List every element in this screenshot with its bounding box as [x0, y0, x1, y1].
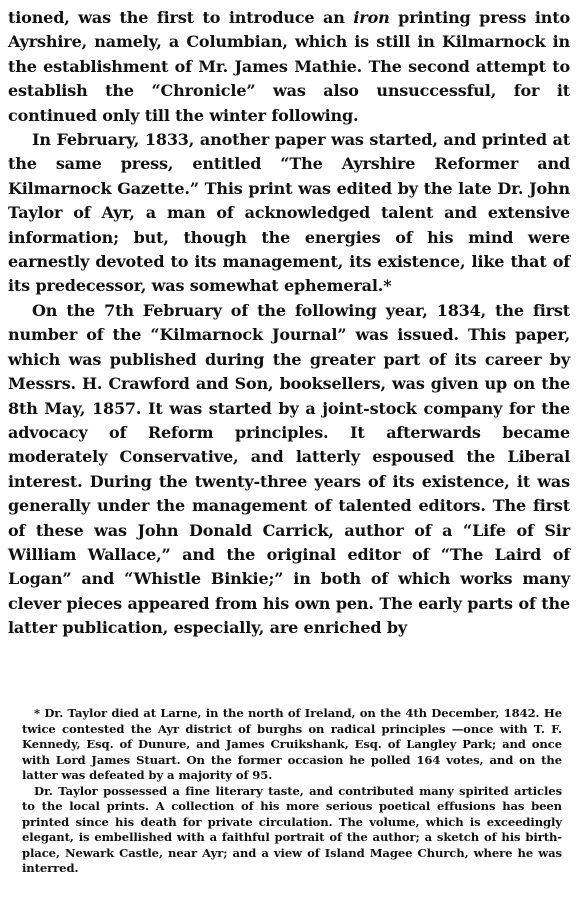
paragraph-1-start: tioned, was the first to introduce an	[8, 8, 354, 27]
paragraph-ayrshire-reformer: In February, 1833, another paper was started, and printed at the same press, entitled “The Ayrshire Reformer and Kilmarnock Gazette.” This print was edited by the late Dr. John Taylor of Ayr, a man of acknowledged talent and extensive information; but, though the energies of his mind were earnestly devoted to its management, its existence, like that of its predecessor, was somewhat ephemeral.*	[8, 130, 570, 296]
book-page	[8, 6, 570, 641]
main-text	[8, 6, 570, 641]
footnote-2: Dr. Taylor possessed a fine literary taste, and contributed many spirited articles to the local prints. A collection of his more serious poetical effusions has been printed since his death for private circulation. The volume, which is exceedingly elegant, is embellished with a faithful portrait of the author; a sketch of his birth-place, Newark Castle, near Ayr; and a view of Island Magee Church, where he was interred.	[22, 783, 562, 875]
footnote-1: * Dr. Taylor died at Larne, in the north of Ireland, on the 4th December, 1842. He twice contested the Ayr district of burghs on radical principles —once with T. F. Kennedy, Esq. of Dunure, and James Cruikshank, Esq. of Langley Park; and once with Lord James Stuart. On the former occasion he polled 164 votes, and on the latter was defeated by a majority of 95.	[22, 706, 562, 782]
paragraph-kilmarnock-journal: On the 7th February of the following year, 1834, the first number of the “Kilmarnock Journal” was issued. This paper, which was published during the greater part of its career by Messrs. H. Crawford and Son, booksellers, was given up on the 8th May, 1857. It was started by a joint-stock company for the advocacy of Reform principles. It afterwards became moderately Conservative, and latterly espoused the Liberal interest. During the twenty-three years of its existence, it was generally under the management of talented editors. The first of these was John Donald Carrick, author of a “Life of Sir William Wallace,” and the original editor of “The Laird of Logan” and “Whistle Binkie;” in both of which works many clever pieces appeared from his own pen. The early parts of the latter publication, especially, are enriched by	[8, 300, 570, 638]
italic-word-iron: iron	[353, 8, 390, 27]
paragraph-continued	[8, 6, 570, 128]
footnotes	[22, 706, 562, 877]
paragraph-1-end: printing press into Ayrshire, namely, a Columbian, which is still in Kilmarnock in the establishment of Mr. James Mathie. The second attempt to establish the “Chronicle” was also unsuccessful, for it continued only till the winter following.	[8, 8, 571, 125]
